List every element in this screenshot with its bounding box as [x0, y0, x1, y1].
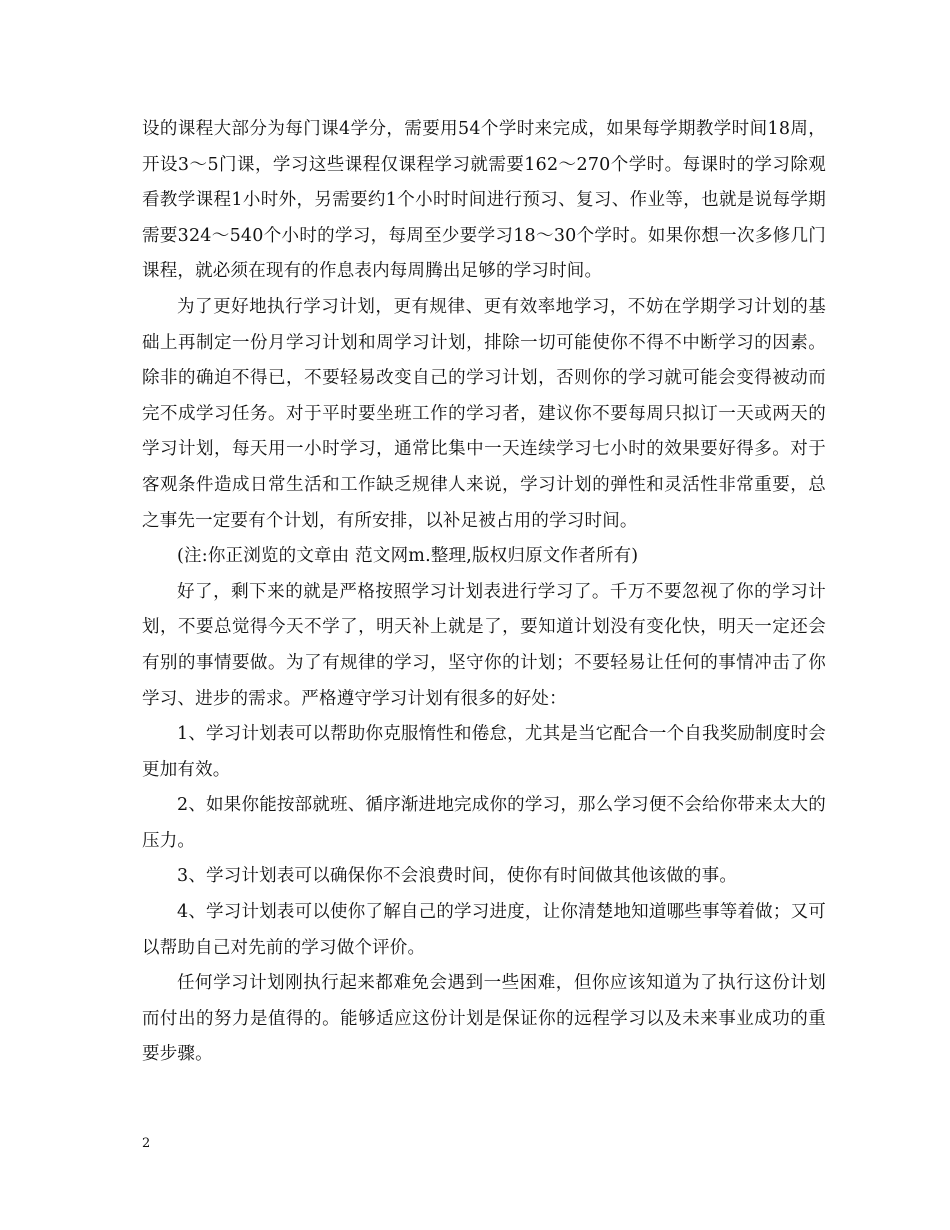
- list-item-2: 2、如果你能按部就班、循序渐进地完成你的学习，那么学习便不会给你带来太大的压力。: [142, 795, 826, 851]
- body-text: [142, 112, 826, 1073]
- list-item-4: 4、学习计划表可以使你了解自己的学习进度，让你清楚地知道哪些事等着做；又可以帮助自己对先前的学习做个评价。: [142, 902, 826, 958]
- list-item-3: 3、学习计划表可以确保你不会浪费时间，使你有时间做其他该做的事。: [177, 866, 738, 887]
- paragraph-closing: 任何学习计划刚执行起来都难免会遇到一些困难，但你应该知道为了执行这份计划而付出的努力是值得的。能够适应这份计划是保证你的远程学习以及未来事业成功的重要步骤。: [142, 973, 826, 1065]
- list-item-1: 1、学习计划表可以帮助你克服惰性和倦怠，尤其是当它配合一个自我奖励制度时会更加有效。: [142, 724, 826, 780]
- paragraph-3-note: (注:你正浏览的文章由 范文网m.整理,版权归原文作者所有): [177, 546, 639, 567]
- paragraph-2: 为了更好地执行学习计划，更有规律、更有效率地学习，不妨在学期学习计划的基础上再制定一份月学习计划和周学习计划，排除一切可能使你不得不中断学习的因素。除非的确迫不得已，不要轻易改变自己的学习计划，否则你的学习就可能会变得被动而完不成学习任务。对于平时要坐班工作的学习者，建议你不要每周只拟订一天或两天的学习计划，每天用一小时学习，通常比集中一天连续学习七小时的效果要好得多。对于客观条件造成日常生活和工作缺乏规律人来说，学习计划的弹性和灵活性非常重要，总之事先一定要有个计划，有所安排，以补足被占用的学习时间。: [142, 296, 826, 531]
- paragraph-1: 设的课程大部分为每门课4学分，需要用54个学时来完成，如果每学期教学时间18周，开设3～5门课，学习这些课程仅课程学习就需要162～270个学时。每课时的学习除观看教学课程1小时外，另需要约1个小时时间进行预习、复习、作业等，也就是说每学期需要324～540个小时的学习，每周至少要学习18～30个学时。如果你想一次多修几门课程，就必须在现有的作息表内每周腾出足够的学习时间。: [142, 119, 826, 282]
- page-number: 2: [142, 1136, 151, 1151]
- paragraph-4: 好了，剩下来的就是严格按照学习计划表进行学习了。千万不要忽视了你的学习计划，不要总觉得今天不学了，明天补上就是了，要知道计划没有变化快，明天一定还会有别的事情要做。为了有规律的学习，坚守你的计划；不要轻易让任何的事情冲击了你学习、进步的需求。严格遵守学习计划有很多的好处：: [142, 581, 826, 709]
